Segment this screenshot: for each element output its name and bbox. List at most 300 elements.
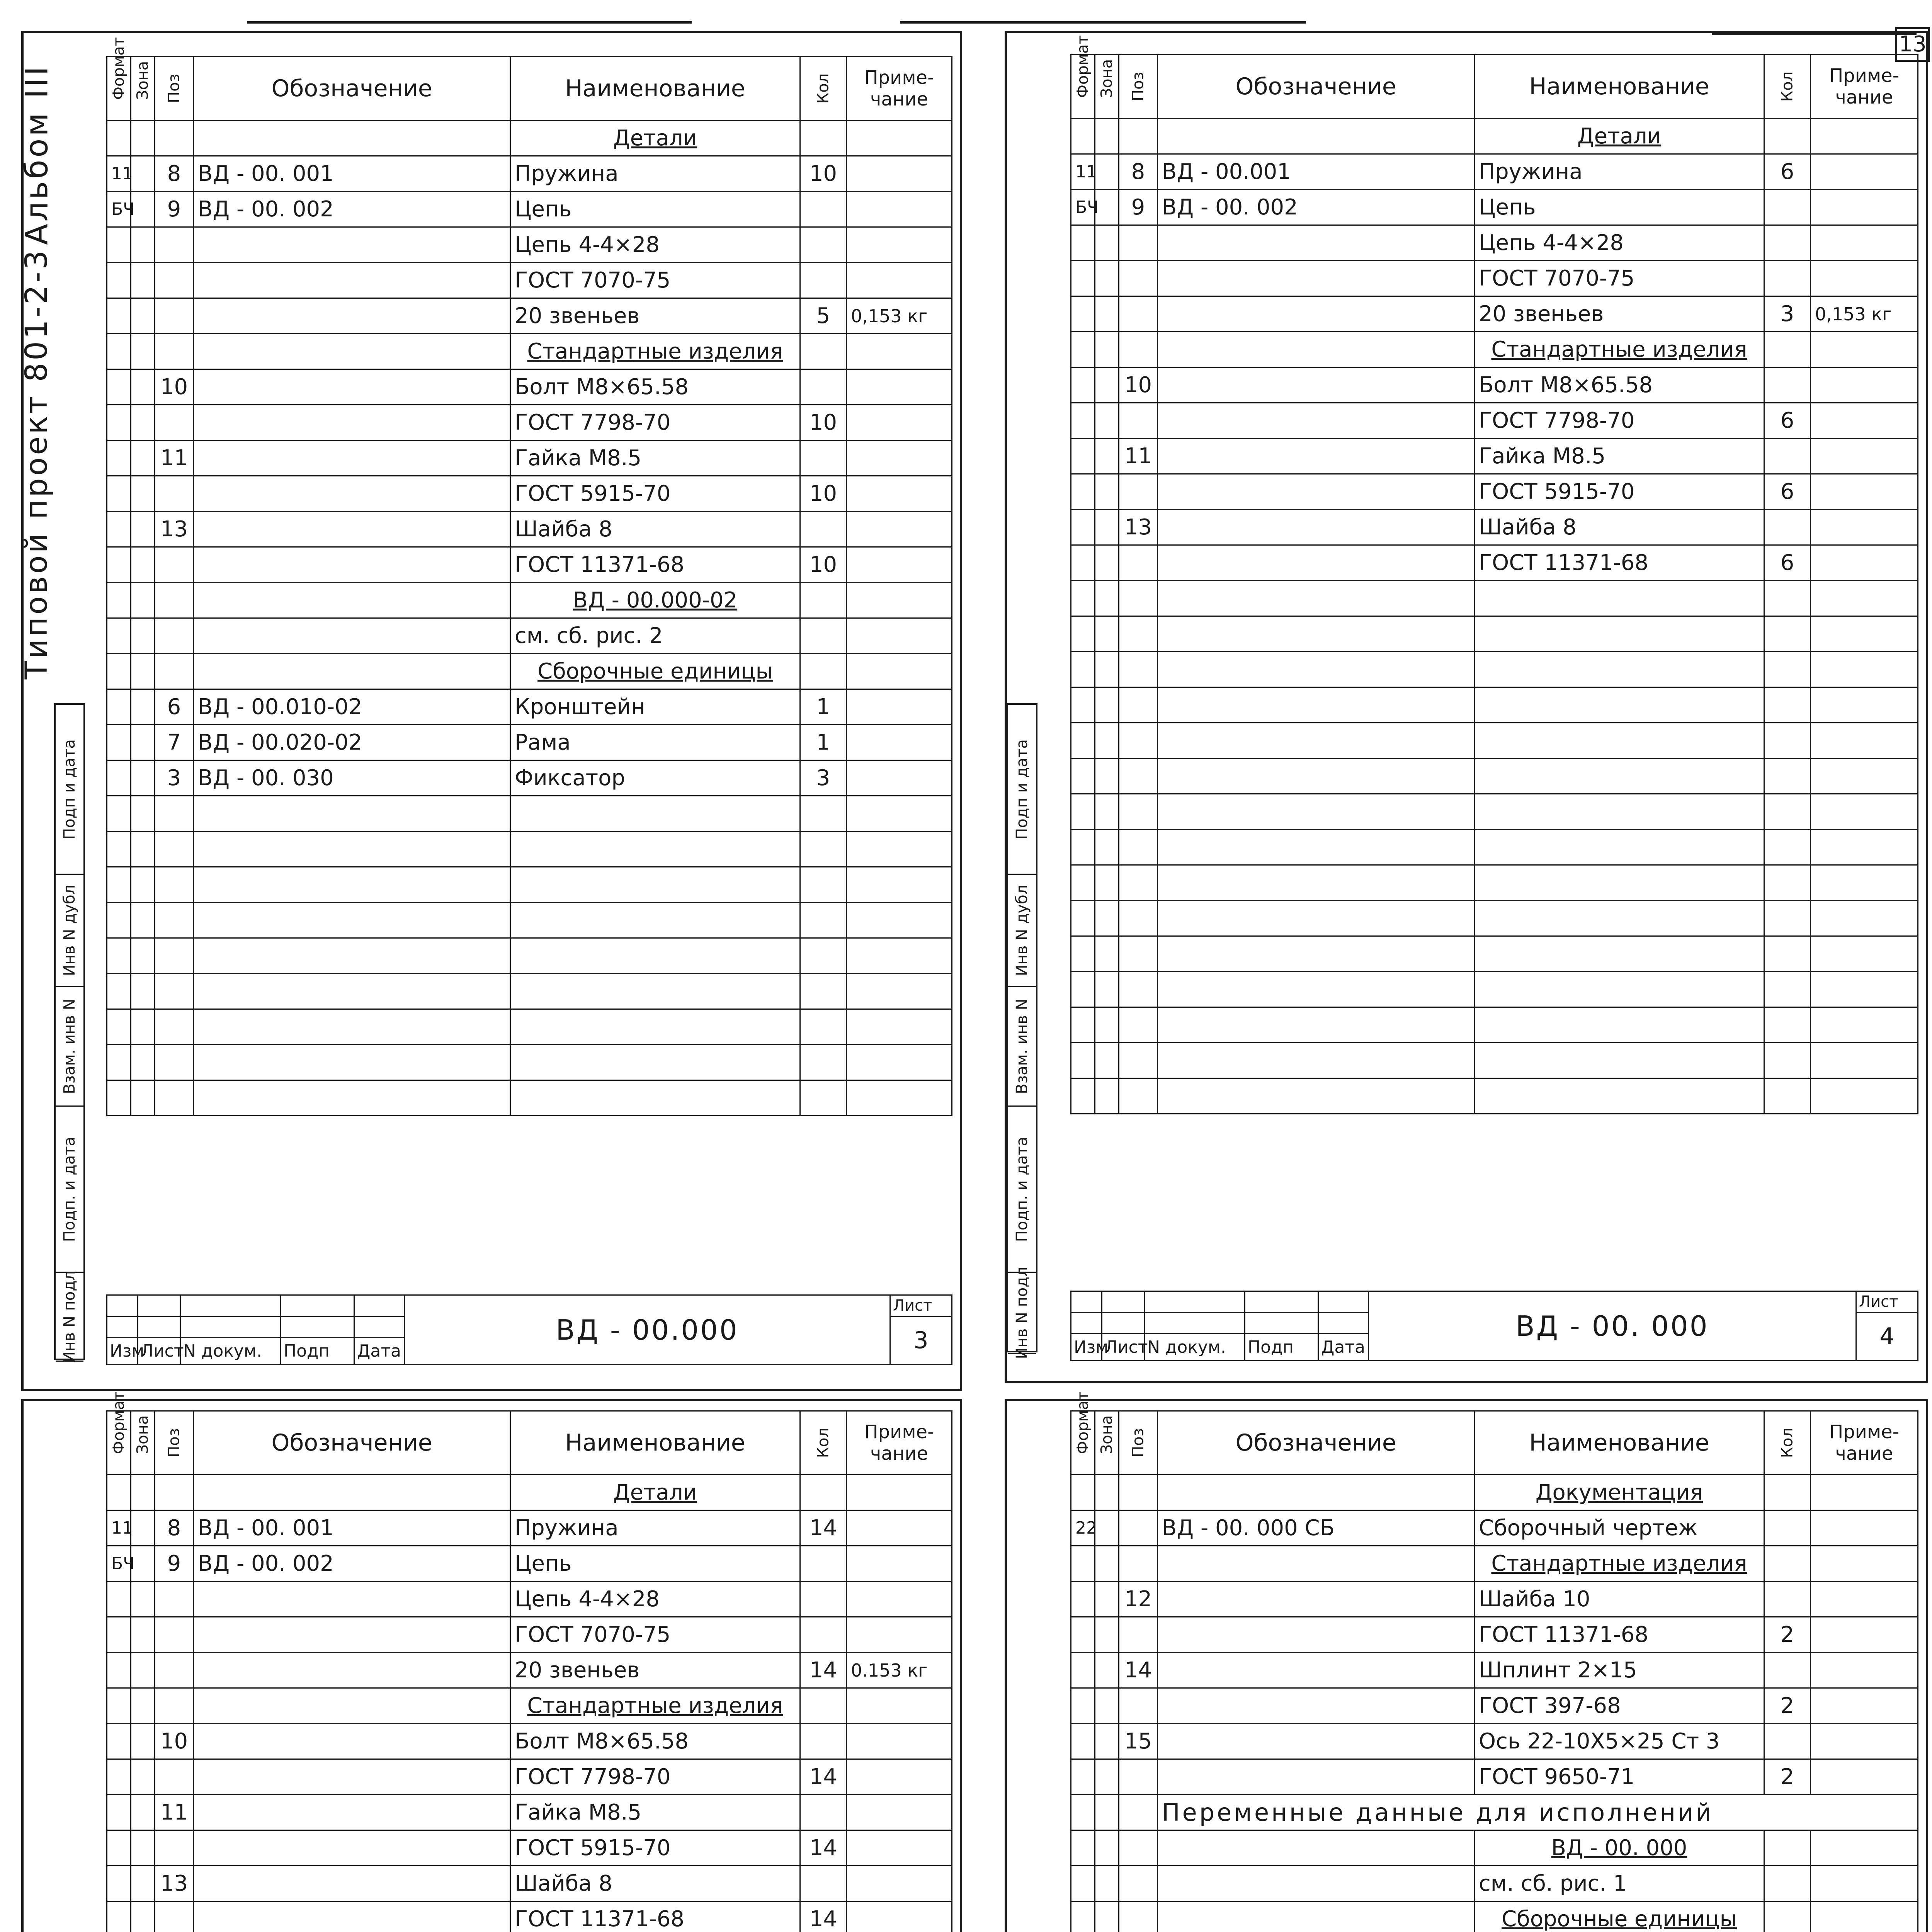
table-row	[107, 1688, 952, 1724]
cell-note	[847, 369, 952, 405]
cell-name: 20 звеньев	[510, 298, 800, 334]
cell-qty	[1764, 367, 1811, 403]
cell-qty	[800, 938, 847, 974]
cell-des	[194, 796, 510, 832]
header-name: Наименование	[510, 57, 800, 121]
cell-fmt	[107, 227, 131, 263]
cell-name: Шайба 8	[510, 1866, 800, 1901]
cell-qty: 10	[800, 476, 847, 512]
cell-zone	[131, 1688, 155, 1724]
table-row	[1071, 581, 1918, 616]
cell-name	[1475, 972, 1764, 1007]
cell-zone	[1095, 652, 1119, 687]
cell-zone	[131, 689, 155, 725]
cell-pos	[155, 938, 194, 974]
cell-fmt	[1071, 1866, 1095, 1901]
cell-zone	[1095, 119, 1119, 154]
cell-qty	[800, 512, 847, 547]
cell-zone	[1095, 759, 1119, 794]
cell-qty	[800, 334, 847, 369]
cell-des	[1158, 332, 1475, 367]
cell-note: 0,153 кг	[847, 298, 952, 334]
stamp-label: Лист	[1102, 1334, 1145, 1361]
cell-zone	[131, 1830, 155, 1866]
cell-des	[1158, 1901, 1475, 1932]
cell-note	[1811, 439, 1918, 474]
cell-qty	[800, 1795, 847, 1830]
side-label: Подп и дата	[1013, 739, 1031, 840]
cell-name: Пружина	[1475, 154, 1764, 190]
side-label: Взам. инв N	[61, 998, 78, 1094]
cell-note	[1811, 1901, 1918, 1932]
cell-note	[1811, 1866, 1918, 1901]
cell-pos: 12	[1119, 1582, 1158, 1617]
cell-fmt	[1071, 474, 1095, 510]
cell-fmt	[1071, 225, 1095, 261]
cell-note	[1811, 830, 1918, 865]
cell-des	[1158, 1653, 1475, 1688]
cell-name	[510, 1009, 800, 1045]
cell-zone	[1095, 901, 1119, 936]
cell-zone	[131, 832, 155, 867]
cell-qty	[800, 832, 847, 867]
cell-fmt	[107, 689, 131, 725]
cell-pos	[1119, 1830, 1158, 1866]
cell-qty	[800, 263, 847, 298]
cell-name: Болт М8×65.58	[1475, 367, 1764, 403]
table-row	[1071, 1475, 1918, 1510]
cell-pos	[155, 1475, 194, 1510]
cell-zone	[1095, 545, 1119, 581]
cell-fmt	[107, 832, 131, 867]
side-stamp	[54, 703, 85, 1363]
cell-zone	[131, 405, 155, 440]
cell-qty: 14	[800, 1830, 847, 1866]
table-row	[107, 1795, 952, 1830]
cell-pos	[155, 476, 194, 512]
cell-zone	[1095, 225, 1119, 261]
table-row	[107, 1617, 952, 1653]
cell-des	[194, 583, 510, 618]
cell-fmt	[1071, 1475, 1095, 1510]
cell-fmt	[1071, 581, 1095, 616]
cell-fmt	[107, 1901, 131, 1932]
cell-des	[1158, 474, 1475, 510]
cell-qty	[1764, 1582, 1811, 1617]
cell-note	[1811, 225, 1918, 261]
table-row	[107, 832, 952, 867]
cell-qty	[800, 618, 847, 654]
cell-pos	[1119, 1688, 1158, 1724]
cell-qty	[1764, 510, 1811, 545]
cell-note	[1811, 332, 1918, 367]
cell-fmt	[107, 618, 131, 654]
cell-name: Шплинт 2×15	[1475, 1653, 1764, 1688]
cell-des	[1158, 687, 1475, 723]
cell-qty	[1764, 1653, 1811, 1688]
table-row	[1071, 936, 1918, 972]
cell-pos: 13	[1119, 510, 1158, 545]
cell-name: 20 звеньев	[510, 1653, 800, 1688]
table-row	[107, 1724, 952, 1759]
sheet-number: 3	[890, 1316, 952, 1365]
cell-qty	[1764, 261, 1811, 296]
cell-note	[847, 1009, 952, 1045]
cell-zone	[131, 156, 155, 192]
cell-des: ВД - 00. 001	[194, 1510, 510, 1546]
cell-qty	[800, 1475, 847, 1510]
cell-note	[1811, 545, 1918, 581]
cell-qty	[1764, 1724, 1811, 1759]
cell-fmt	[1071, 332, 1095, 367]
doc-code: ВД - 00. 000	[1369, 1291, 1856, 1361]
cell-note	[847, 440, 952, 476]
table-row	[1071, 1866, 1918, 1901]
cell-fmt	[107, 1866, 131, 1901]
cell-qty	[1764, 759, 1811, 794]
stamp-label: Дата	[354, 1338, 405, 1365]
cell-pos	[1119, 652, 1158, 687]
section-heading: Детали	[1475, 119, 1764, 154]
cell-qty	[1764, 687, 1811, 723]
cell-name	[510, 938, 800, 974]
cell-des	[1158, 972, 1475, 1007]
table-row	[1071, 119, 1918, 154]
cell-zone	[1095, 403, 1119, 439]
cell-zone	[131, 1475, 155, 1510]
header-note: Приме-чание	[1811, 1411, 1918, 1475]
cell-des	[1158, 1582, 1475, 1617]
cell-note	[847, 1688, 952, 1724]
cell-note	[1811, 510, 1918, 545]
cell-fmt	[107, 654, 131, 689]
cell-zone	[1095, 1043, 1119, 1078]
cell-fmt	[107, 1759, 131, 1795]
spec-table-sheet-2	[106, 1391, 952, 1932]
cell-name: ГОСТ 7070-75	[510, 263, 800, 298]
cell-name: 20 звеньев	[1475, 296, 1764, 332]
cell-zone	[131, 298, 155, 334]
cell-fmt	[107, 1080, 131, 1116]
cell-des	[1158, 1617, 1475, 1653]
table-row	[107, 547, 952, 583]
cell-zone	[1095, 1510, 1119, 1546]
cell-fmt: БЧ	[107, 192, 131, 227]
table-row	[107, 583, 952, 618]
cell-fmt	[107, 1617, 131, 1653]
table-row	[107, 1866, 952, 1901]
cell-zone	[131, 263, 155, 298]
cell-note	[1811, 1475, 1918, 1510]
cell-note	[847, 1866, 952, 1901]
header-zone	[131, 1411, 155, 1475]
header-designation: Обозначение	[1158, 1411, 1475, 1475]
cell-des	[1158, 367, 1475, 403]
table-row	[107, 867, 952, 903]
cell-fmt: БЧ	[1071, 190, 1095, 225]
cell-fmt	[107, 547, 131, 583]
cell-des	[194, 405, 510, 440]
cell-note	[847, 512, 952, 547]
cell-name	[510, 1045, 800, 1080]
cell-note	[1811, 1546, 1918, 1582]
cell-fmt	[1071, 261, 1095, 296]
cell-des	[194, 1830, 510, 1866]
cell-name: ГОСТ 5915-70	[510, 1830, 800, 1866]
table-row	[107, 1009, 952, 1045]
header-name: Наименование	[510, 1411, 800, 1475]
cell-des	[1158, 830, 1475, 865]
doc-code: ВД - 00.000	[405, 1295, 890, 1365]
header-pos-label: Поз	[1129, 1428, 1147, 1458]
cell-qty	[1764, 1043, 1811, 1078]
cell-note	[1811, 119, 1918, 154]
section-heading: Детали	[510, 121, 800, 156]
cell-pos	[155, 796, 194, 832]
section-heading: Стандартные изделия	[510, 1688, 800, 1724]
cell-note	[847, 725, 952, 760]
cell-pos	[1119, 403, 1158, 439]
cell-zone	[1095, 936, 1119, 972]
cell-qty	[1764, 972, 1811, 1007]
header-note: Приме-чание	[847, 57, 952, 121]
cell-pos: 7	[155, 725, 194, 760]
cell-note	[1811, 616, 1918, 652]
cell-qty	[800, 974, 847, 1009]
header-zone-label: Зона	[1098, 59, 1116, 98]
cell-note	[1811, 652, 1918, 687]
cell-pos	[1119, 1043, 1158, 1078]
table-row	[107, 334, 952, 369]
cell-pos	[155, 583, 194, 618]
cell-zone	[131, 938, 155, 974]
cell-note	[847, 618, 952, 654]
header-name: Наименование	[1475, 55, 1764, 119]
cell-fmt	[107, 760, 131, 796]
header-format	[1071, 1391, 1095, 1475]
table-row	[107, 760, 952, 796]
cell-note	[1811, 972, 1918, 1007]
cell-qty	[800, 1009, 847, 1045]
cell-pos	[155, 121, 194, 156]
side-stamp	[1007, 703, 1037, 1359]
cell-des	[1158, 261, 1475, 296]
table-row	[107, 298, 952, 334]
cell-qty: 14	[800, 1901, 847, 1932]
cell-qty	[1764, 936, 1811, 972]
cell-name: Пружина	[510, 156, 800, 192]
cell-zone	[131, 1795, 155, 1830]
cell-des	[194, 440, 510, 476]
cell-des: ВД - 00. 001	[194, 156, 510, 192]
cell-name: Гайка М8.5	[510, 440, 800, 476]
cell-qty	[1764, 1901, 1811, 1932]
cell-des	[1158, 759, 1475, 794]
side-label: Инв N дубл	[61, 884, 78, 976]
table-row	[107, 1080, 952, 1116]
cell-name: ГОСТ 7798-70	[510, 405, 800, 440]
table-row	[1071, 759, 1918, 794]
cell-des: ВД - 00. 030	[194, 760, 510, 796]
header-zone-label: Зона	[1098, 1415, 1116, 1454]
cell-zone	[131, 618, 155, 654]
cell-des	[194, 1688, 510, 1724]
cell-pos: 9	[1119, 190, 1158, 225]
cell-name	[1475, 865, 1764, 901]
cell-qty	[800, 440, 847, 476]
table-row	[1071, 687, 1918, 723]
section-heading: Стандартные изделия	[1475, 332, 1764, 367]
cell-pos: 8	[155, 1510, 194, 1546]
header-designation: Обозначение	[194, 57, 510, 121]
cell-zone	[131, 583, 155, 618]
table-row	[1071, 652, 1918, 687]
table-row	[107, 227, 952, 263]
cell-qty: 3	[1764, 296, 1811, 332]
cell-fmt: 11	[107, 1510, 131, 1546]
cell-des	[194, 369, 510, 405]
cell-fmt	[1071, 439, 1095, 474]
cell-name: ГОСТ 7070-75	[510, 1617, 800, 1653]
cell-name: ГОСТ 11371-68	[510, 547, 800, 583]
cell-note	[847, 1475, 952, 1510]
cell-note	[847, 334, 952, 369]
cell-qty	[1764, 1475, 1811, 1510]
cell-des	[194, 1653, 510, 1688]
cell-zone	[131, 1080, 155, 1116]
cell-fmt: 11	[107, 156, 131, 192]
cell-name: Болт М8×65.58	[510, 369, 800, 405]
cell-des	[1158, 1043, 1475, 1078]
cell-note	[1811, 865, 1918, 901]
cell-name: Пружина	[510, 1510, 800, 1546]
cell-des	[1158, 1866, 1475, 1901]
table-row	[107, 1546, 952, 1582]
cell-fmt	[107, 1475, 131, 1510]
header-format-label: Формат	[1074, 1391, 1092, 1454]
header-zone-label: Зона	[134, 1415, 152, 1454]
cell-des: ВД - 00. 002	[1158, 190, 1475, 225]
cell-fmt	[1071, 865, 1095, 901]
cell-name: ГОСТ 7070-75	[1475, 261, 1764, 296]
cell-zone	[131, 1510, 155, 1546]
cell-qty	[1764, 332, 1811, 367]
section-heading: Переменные данные для исполнений	[1158, 1795, 1918, 1830]
sheet-label: Лист	[1856, 1291, 1918, 1313]
table-row	[107, 1045, 952, 1080]
table-row	[1071, 723, 1918, 759]
cell-note	[847, 903, 952, 938]
table-row	[1071, 616, 1918, 652]
cell-fmt	[107, 369, 131, 405]
table-row	[1071, 1653, 1918, 1688]
table-row	[107, 654, 952, 689]
cell-zone	[1095, 439, 1119, 474]
cell-pos	[155, 263, 194, 298]
cell-note	[1811, 1688, 1918, 1724]
cell-qty	[800, 1724, 847, 1759]
header-pos	[155, 57, 194, 121]
table-row	[107, 1830, 952, 1866]
cell-pos: 3	[155, 760, 194, 796]
cell-qty: 5	[800, 298, 847, 334]
cell-zone	[1095, 474, 1119, 510]
header-pos-label: Поз	[1129, 72, 1147, 101]
top-rule	[247, 21, 692, 24]
cell-fmt	[107, 512, 131, 547]
cell-des	[194, 1795, 510, 1830]
cell-pos	[1119, 581, 1158, 616]
page-number: 13	[1895, 27, 1930, 62]
stamp-label: Лист	[138, 1338, 180, 1365]
cell-qty: 3	[800, 760, 847, 796]
table-row	[107, 263, 952, 298]
cell-fmt: БЧ	[107, 1546, 131, 1582]
cell-des	[194, 1866, 510, 1901]
side-label: Инв N подл	[61, 1270, 78, 1363]
cell-fmt	[1071, 1078, 1095, 1114]
cell-pos: 10	[155, 369, 194, 405]
cell-qty	[1764, 865, 1811, 901]
cell-note	[847, 1510, 952, 1546]
cell-zone	[131, 1617, 155, 1653]
cell-note	[847, 1582, 952, 1617]
cell-name: Цепь	[1475, 190, 1764, 225]
cell-des	[194, 1009, 510, 1045]
cell-pos: 8	[1119, 154, 1158, 190]
side-label: Инв N дубл	[1013, 884, 1031, 976]
cell-zone	[131, 227, 155, 263]
cell-qty	[800, 1617, 847, 1653]
cell-qty	[1764, 581, 1811, 616]
cell-qty	[1764, 794, 1811, 830]
cell-name: ГОСТ 11371-68	[510, 1901, 800, 1932]
cell-note	[847, 1045, 952, 1080]
cell-zone	[1095, 972, 1119, 1007]
table-row	[107, 121, 952, 156]
cell-pos	[1119, 296, 1158, 332]
cell-fmt	[1071, 830, 1095, 865]
cell-des	[1158, 1475, 1475, 1510]
table-row	[1071, 225, 1918, 261]
table-row	[107, 974, 952, 1009]
section-heading: Сборочные единицы	[510, 654, 800, 689]
cell-fmt	[1071, 652, 1095, 687]
cell-name: см. сб. рис. 2	[510, 618, 800, 654]
cell-fmt	[1071, 687, 1095, 723]
cell-des: ВД - 00. 002	[194, 192, 510, 227]
section-heading: Документация	[1475, 1475, 1764, 1510]
cell-des	[1158, 581, 1475, 616]
cell-name: Болт М8×65.58	[510, 1724, 800, 1759]
cell-pos	[1119, 1759, 1158, 1795]
cell-pos	[1119, 830, 1158, 865]
cell-fmt	[1071, 616, 1095, 652]
cell-pos	[155, 298, 194, 334]
table-row	[107, 796, 952, 832]
cell-des	[1158, 1546, 1475, 1582]
cell-pos	[1119, 1617, 1158, 1653]
cell-fmt	[107, 476, 131, 512]
cell-qty: 10	[800, 405, 847, 440]
cell-fmt	[1071, 545, 1095, 581]
cell-fmt	[107, 583, 131, 618]
cell-qty: 2	[1764, 1688, 1811, 1724]
cell-zone	[1095, 1759, 1119, 1795]
cell-fmt	[1071, 936, 1095, 972]
table-row	[1071, 190, 1918, 225]
cell-fmt	[1071, 1901, 1095, 1932]
